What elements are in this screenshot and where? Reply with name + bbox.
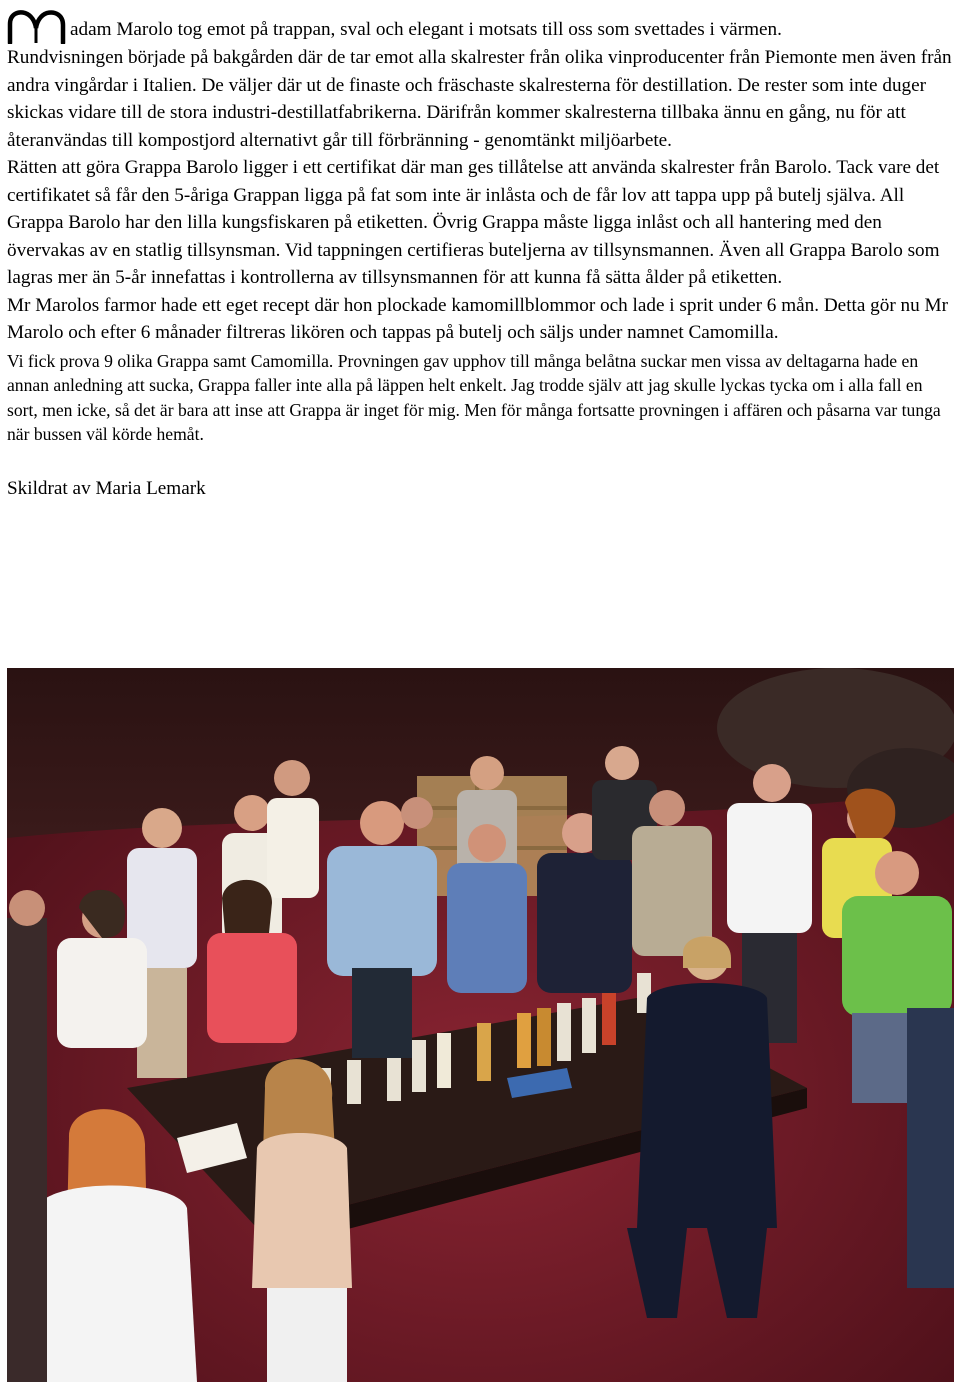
tasting-photo bbox=[7, 668, 954, 1382]
paragraph-certifikat: Rätten att göra Grappa Barolo ligger i ett certifikat där man ges tillåtelse att använda skalrester från Barolo. Tack vare det certifikatet så får den 5-åriga Grappan ligga på fat som inte är inlåsta och de får lov att tappa upp på butelj själva. All Grappa Barolo har den lilla kungsfiskaren på etiketten. Övrig Grappa måste ligga inlåst och all hantering med den övervakas av en statlig tillsynsman. Vid tappningen certifieras buteljerna av tillsynsmannen. Även all Grappa Barolo som lagras mer än 5-år innefattas i kontrollerna av tillsynsmannen för att kunna få sätta ålder på etiketten. bbox=[7, 157, 940, 288]
tasting-photo-illustration bbox=[7, 668, 954, 1382]
article-body bbox=[7, 10, 953, 502]
paragraph-camomilla: Mr Marolos farmor hade ett eget recept där hon plockade kamomillblommor och lade i sprit under 6 mån. Detta gör nu Mr Marolo och efter 6 månader filtreras likören och tappas på butelj och säljs under namnet Camomilla. bbox=[7, 294, 948, 343]
paragraph-intro bbox=[7, 10, 953, 44]
intro-text: adam Marolo tog emot på trappan, sval och elegant i motsats till oss som svettades i värmen. bbox=[70, 19, 782, 40]
author-signature: Skildrat av Maria Lemark bbox=[7, 477, 206, 499]
dropcap-m bbox=[7, 10, 69, 44]
dropcap-m-glyph bbox=[7, 10, 69, 44]
paragraph-provning: Vi fick prova 9 olika Grappa samt Camomilla. Provningen gav upphov till många belåtna suckar men vissa av deltagarna hade en annan anledning att sucka, Grappa faller inte alla på läppen helt enkelt. Jag trodde själv att jag skulle lyckas tycka om i alla fall en sort, men icke, så det är bara att inse att Grappa är inget för mig. Men för många fortsatte provningen i affären och påsarna var tunga när bussen väl körde hemåt. bbox=[7, 350, 941, 445]
paragraph-rundvisning: Rundvisningen började på bakgården där de tar emot alla skalrester från olika vinproducenter från Piemonte men även från andra vingårdar i Italien. De väljer där ut de finaste och fräschaste skalresterna för destillation. De rester som inte duger skickas vidare till de stora industri-destillatfabrikerna. Därifrån kommer skalresterna tillbaka ännu en gång, nu för att återanvändas till kompostjord alternativt går till förbränning - genomtänkt miljöarbete. bbox=[7, 47, 952, 151]
